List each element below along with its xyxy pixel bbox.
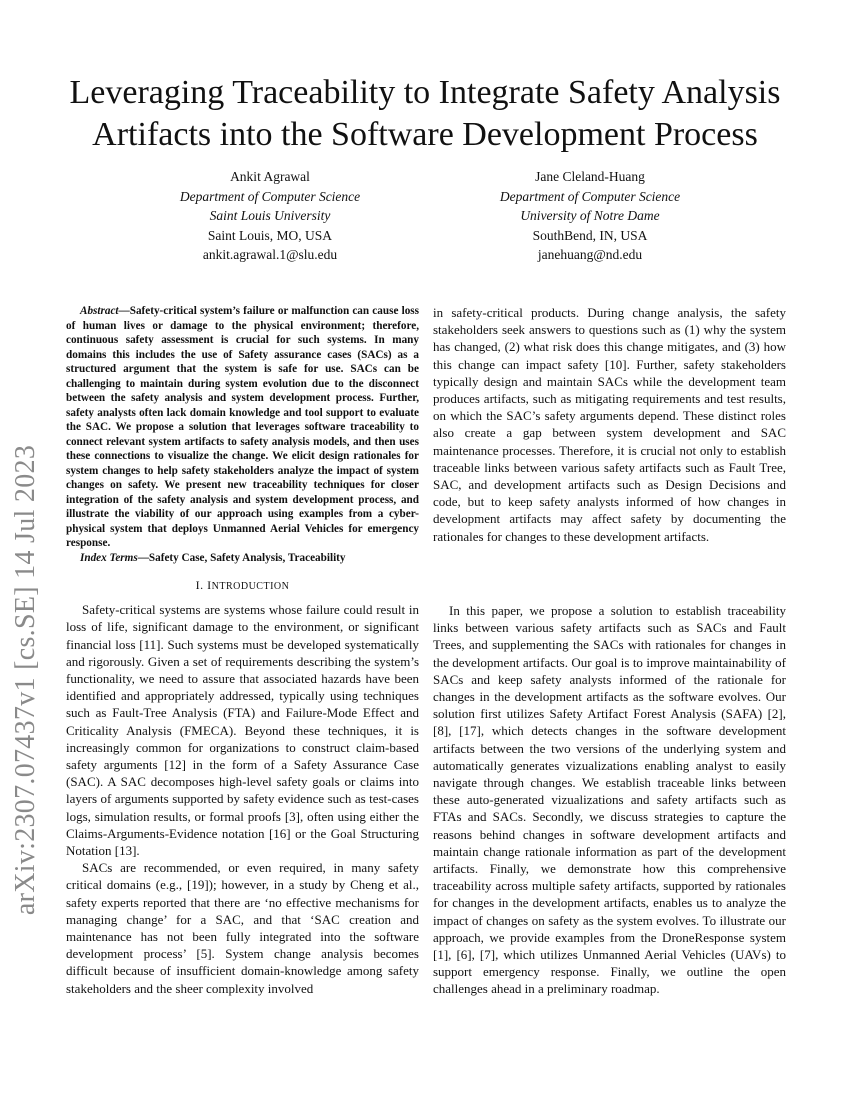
body-paragraph: Safety-critical systems are systems whose failure could result in loss of life, significant damage to the environment, or significant financial loss [11]. Such systems must be developed systematically and rigorously. Given a set of requirements describing the system’s functionality, we need to assure that associated hazards have been identified and appropriately addressed, typically using techniques such as Fault-Tree Analysis (FTA) and Failure-Mode Effect and Criticality Analysis (FMECA). Beyond these techniques, it is increasingly common for organizations to construct claim-based safety arguments [12] in the form of a Safety Assurance Case (SAC). A SAC decomposes high-level safety goals or claims into layers of arguments supported by safety evidence such as test-cases logs, simulation results, or formal proofs [3], often using either the Claims-Arguments-Evidence notation [16] or the Goal Structuring Notation [13]. bbox=[66, 602, 419, 859]
left-column-top bbox=[66, 304, 419, 565]
author-block-1 bbox=[110, 167, 430, 265]
section-title-rest: NTRODUCTION bbox=[211, 581, 290, 592]
title-line-1: Leveraging Traceability to Integrate Safety Analysis bbox=[69, 74, 781, 111]
left-column-body bbox=[66, 577, 419, 997]
author-name: Ankit Agrawal bbox=[230, 169, 310, 184]
index-terms bbox=[66, 551, 419, 566]
index-terms-text: —Safety Case, Safety Analysis, Traceability bbox=[137, 551, 346, 564]
title-line-2: Artifacts into the Software Development Process bbox=[92, 116, 758, 153]
body-paragraph: In this paper, we propose a solution to establish traceability links between various safety artifacts such as SACs and Fault Trees, and supplementing the SACs with rationales for changes in the development artifacts. Our goal is to improve maintainability of SACs and keep safety analysts informed of the rationale for changes in the development artifacts as the software evolves. Our solution first utilizes Safety Artifact Forest Analysis (SAFA) [2], [8], [17], which detects changes in the software development artifacts between the two versions of the underlying system and automatically generates vizualizations enabling analyst to easily navigate through changes. We establish traceable links between these auto-generated vizualizations and safety artifacts such as FTAs and SACs. Secondly, we discuss strategies to capture the reasons behind changes in software development artifacts and maintain change rationale information as part of the development artifacts. Finally, we demonstrate how this comprehensive traceability across multiple safety artifacts, supported by rationales for changes in the development artifacts, enables us to analyze the impact of changes on safety as the system evolves. To illustrate our approach, we provide examples from the DroneResponse system [1], [6], [7], which utilizes Unmanned Aerial Vehicles (UAVs) to support emergency response. Finally, we outline the open challenges ahead in a preliminary roadmap. bbox=[433, 603, 786, 997]
abstract-label: Abstract bbox=[80, 305, 119, 317]
author-university: Saint Louis University bbox=[209, 208, 331, 223]
author-location: Saint Louis, MO, USA bbox=[207, 227, 333, 243]
arxiv-stamp bbox=[2, 300, 50, 1060]
author-email: ankit.agrawal.1@slu.edu bbox=[202, 247, 338, 262]
right-column-body bbox=[433, 602, 786, 998]
section-heading-introduction bbox=[66, 577, 419, 595]
section-number: I. bbox=[195, 578, 208, 592]
author-location: SouthBend, IN, USA bbox=[532, 227, 648, 243]
arxiv-identifier: arXiv:2307.07437v1 [cs.SE] 14 Jul 2023 bbox=[10, 444, 41, 916]
author-department: Department of Computer Science bbox=[179, 188, 361, 204]
author-email: janehuang@nd.edu bbox=[537, 247, 643, 262]
author-department: Department of Computer Science bbox=[499, 188, 681, 204]
body-paragraph: SACs are recommended, or even required, in many safety critical domains (e.g., [19]); however, in a study by Cheng et al., safety experts reported that there are ‘no effective mechanisms for managing change’ for a SAC, and that ‘SAC creation and maintenance has not been fully integrated into the software development process’ [5]. System change analysis becomes difficult because of insufficient domain-knowledge among safety stakeholders and the sheer complexity involved bbox=[66, 860, 419, 996]
abstract bbox=[66, 304, 419, 551]
index-terms-label: Index Terms bbox=[80, 551, 138, 564]
paper-title bbox=[40, 72, 810, 156]
body-paragraph: in safety-critical products. During change analysis, the safety stakeholders seek answers to questions such as (1) why the system has changed, (2) what risk does this change mitigates, and (3) how this change can impact safety [10]. Further, safety stakeholders typically design and maintain SACs while the development team produces artifacts, such as mitigating requirements and test results, on which the SAC’s safety arguments depend. These distinct roles also create a gap between system development and SAC maintenance processes. Therefore, it is crucial not only to establish traceable links between various safety artifacts such as Fault Tree, SAC, and development artifacts such as Design Decisions and code, but to keep safety analysts informed of how changes in development artifacts may affect safety by documenting the rationales for changes to these development artifacts. bbox=[433, 305, 786, 544]
right-column-top bbox=[433, 304, 786, 545]
section-title-initial: I bbox=[207, 578, 212, 592]
author-university: University of Notre Dame bbox=[520, 208, 660, 223]
abstract-text: —Safety-critical system’s failure or malfunction can cause loss of human lives or damage to the physical environment; therefore, continuous safety assessment is crucial for such systems. In many domains this includes the use of Safety assurance cases (SACs) as a structured argument that the system is safe for use. SACs can be challenging to maintain during system evolution due to the disconnect between the safety analysis and system development process. Further, safety analysts often lack domain knowledge and tool support to evaluate the SAC. We propose a solution that leverages software traceability to connect relevant system artifacts to safety analysis models, and then uses these connections to visualize the change. We elicit design rationales for system changes to help safety stakeholders analyze the impact of system changes on safety. We present new traceability techniques for closer integration of the safety analysis and system development process, and illustrate the viability of our approach using examples from a cyber-physical system that deploys Unmanned Aerial Vehicles for emergency response. bbox=[66, 305, 419, 549]
author-name: Jane Cleland-Huang bbox=[535, 169, 645, 184]
author-block-2 bbox=[430, 167, 750, 265]
